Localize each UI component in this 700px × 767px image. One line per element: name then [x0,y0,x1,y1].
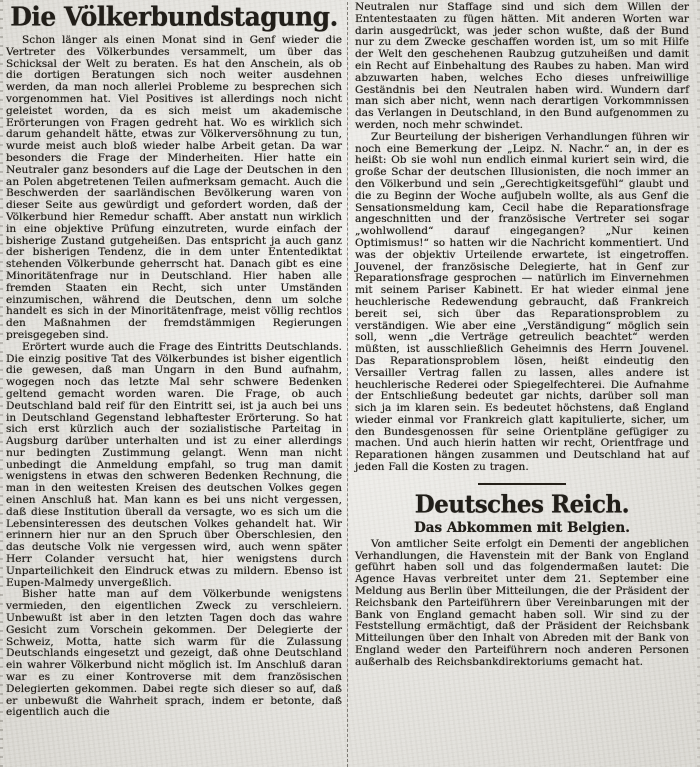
paragraph: Von amtlicher Seite erfolgt ein Dementi der angeblichen Verhandlungen, die Havenstein mit der Bank von England geführt haben soll und das folgendermaßen lautet: Die Agence Havas verbreitet unter dem 21. September eine Meldung aus Berlin über Mitteilungen, die der Präsident der Reichsbank den Parteiführern über Vereinbarungen mit der Bank von England gemacht haben soll. Wir sind zu der Feststellung ermächtigt, daß der Präsident der Reichsbank Mitteilungen über den Inhalt von Abreden mit der Bank von England weder den Parteiführern noch anderen Personen außerhalb des Reichsbankdirektoriums gemacht hat. [355,537,689,668]
paragraph: Zur Beurteilung der bisherigen Verhandlungen führen wir noch eine Bemerkung der „Leipz. N. Nachr.“ an, in der es heißt: Ob sie wohl nun endlich einmal kuriert sein wird, die große Schar der deutschen Illusionisten, die noch immer an den Völkerbund und sein „Gerechtigkeitsgefühl“ glaubt und die zu Beginn der Woche aufjubeln wollte, als aus Genf die Sensationsmeldung kam, Cecil habe die Reparationsfrage angeschnitten und der französische Vertreter sei sogar „wohlwollend“ darauf eingegangen? „Nur keinen Optimismus!“ so hatten wir die Nachricht kommentiert. Und was der objektiv Urteilende erwartete, ist eingetroffen. Jouvenel, der französische Delegierte, hat in Genf zur Reparationsfrage gesprochen — natürlich im Einvernehmen mit seinem Pariser Kabinett. Er hat wieder einmal jene heuchlerische Redewendung gebraucht, daß Frankreich bereit sei, sich über das Reparationsproblem zu verständigen. Wie aber eine „Verständigung“ möglich sein soll, wenn „die Verträge getreulich beachtet“ werden müßten, ist ausschließlich Geheimnis des Herrn Jouvenel. Das Reparationsproblem lösen, heißt eindeutig den Versailler Vertrag fallen zu lassen, alles andere ist heuchlerische Rederei oder Spiegelfechterei. Die Aufnahme der Entschließung bedeutet gar nichts, darüber soll man sich ja im klaren sein. Es bedeutet höchstens, daß England wieder einmal vor Frankreich glatt kapitulierte, sicher, um den Bundesgenossen für seine Orientpläne gefügiger zu machen. Und auch hierin hatten wir recht, Orientfrage und Reparationen hängen zusammen und Deutschland hat auf jeden Fall die Kosten zu tragen. [355,130,689,474]
paragraph-continuation: Neutralen nur Staffage sind und sich dem Willen der Ententestaaten zu fügen hätten. Mit anderen Worten war darin ausgedrückt, was jeder schon wußte, daß der Bund nur zu dem Zwecke geschaffen worden ist, um so mit Hilfe der Welt den geschehenen Raubzug gutzuheißen und damit ein Recht auf Einbehaltung des Raubes zu haben. Man wird abzuwarten haben, welches Echo dieses unfreiwillige Geständnis bei den Neutralen haben wird. Wundern darf man sich aber nicht, wenn nach derartigen Vorkommnissen das Verlangen in Deutschland, in den Bund aufgenommen zu werden, noch mehr schwindet. [355,1,689,131]
paragraph: Bisher hatte man auf dem Völkerbunde wenigstens vermieden, den eigentlichen Zweck zu verschleiern. Unbewußt ist aber in den letzten Tagen doch das wahre Gesicht zum Vorschein gekommen. Der Delegierte der Schweiz, Motta, hatte sich warm für die Zulassung Deutschlands eingesetzt und gezeigt, daß ohne Deutschland ein wahrer Völkerbund nicht möglich ist. Im Anschluß daran war es zu einer Kontroverse mit dem französischen Delegierten gekommen. Dabei regte sich dieser so auf, daß er unbewußt die Wahrheit sprach, indem er betonte, daß eigentlich auch die [6,588,342,719]
paragraph: Schon länger als einen Monat sind in Genf wieder die Vertreter des Völkerbundes versammelt, um über das Schicksal der Welt zu beraten. Es hat den Anschein, als ob die dortigen Beratungen sich noch weiter ausdehnen werden, da man noch allerlei Probleme zu besprechen sich vorgenommen hat. Viel Positives ist allerdings noch nicht geleistet worden, da es sich meist um akademische Erörterungen von Fragen gedreht hat. Wo es wirklich sich darum gehandelt hätte, etwas zur Völkerversöhnung zu tun, wurde meist auch bloß wieder halbe Arbeit getan. Da war besonders die Frage der Minderheiten. Hier hatte ein Neutraler ganz besonders auf die Lage der Deutschen in den an Polen abgetretenen Teilen aufmerksam gemacht. Auch die Beschwerden der saarländischen Bevölkerung waren von dieser Seite aus gewürdigt und gefordert worden, daß der Völkerbund hier Remedur schafft. Aber anstatt nun wirklich in eine objektive Prüfung einzutreten, wurde einfach der bisherige Zustand gutgeheißen. Das entspricht ja auch ganz der bisherigen Tendenz, die in dem unter Ententediktat stehenden Völkerbunde geherrscht hat. Danach gibt es eine Minoritätenfrage nur in Deutschland. Hier haben alle fremden Staaten ein Recht, sich unter Umständen einzumischen, während die Deutschen, denn um solche handelt es sich in der Minoritätenfrage, meist völlig rechtlos den Maßnahmen der fremdstämmigen Regierungen preisgegeben sind. [6,34,342,341]
newspaper-column-left [2,2,348,767]
section-title-deutsches-reich: Deutsches Reich. [414,490,630,519]
article-title-voelkerbundstagung: Die Völkerbundstagung. [10,1,338,32]
section-divider-rule [478,483,566,485]
paragraph: Erörtert wurde auch die Frage des Eintritts Deutschlands. Die einzig positive Tat des Völkerbundes ist bisher eigentlich die gewesen, daß man Ungarn in den Bund aufnahm, wogegen noch das letzte Mal sehr schwere Bedenken geltend gemacht worden waren. Die Frage, ob auch Deutschland bald reif für den Eintritt sei, ist ja auch bei uns in Deutschland Gegenstand lebhaftester Erörterung. So hat sich erst kürzlich auch der sozialistische Parteitag in Augsburg darüber unterhalten und ist zu einer allerdings nur bedingten Zustimmung gelangt. Wenn man nicht unbedingt die Anmeldung empfahl, so trug man damit wenigstens in etwas den schweren Bedenken Rechnung, die man in den weitesten Kreisen des deutschen Volkes gegen einen Anschluß hat. Man kann es bei uns nicht vergessen, daß diese Institution überall da versagte, wo es sich um die Lebensinteressen des deutschen Volkes gehandelt hat. Wir erinnern hier nur an den Spruch über Oberschlesien, den das deutsche Volk nie vergessen wird, auch wenn später Herr Colander versucht hat, hier wenigstens durch Unparteilichkeit den Eindruck etwas zu mildern. Ebenso ist Eupen-Malmedy unvergeßlich. [6,340,342,589]
newspaper-column-right [348,2,694,767]
article-subtitle-abkommen-belgien: Das Abkommen mit Belgien. [414,519,630,536]
